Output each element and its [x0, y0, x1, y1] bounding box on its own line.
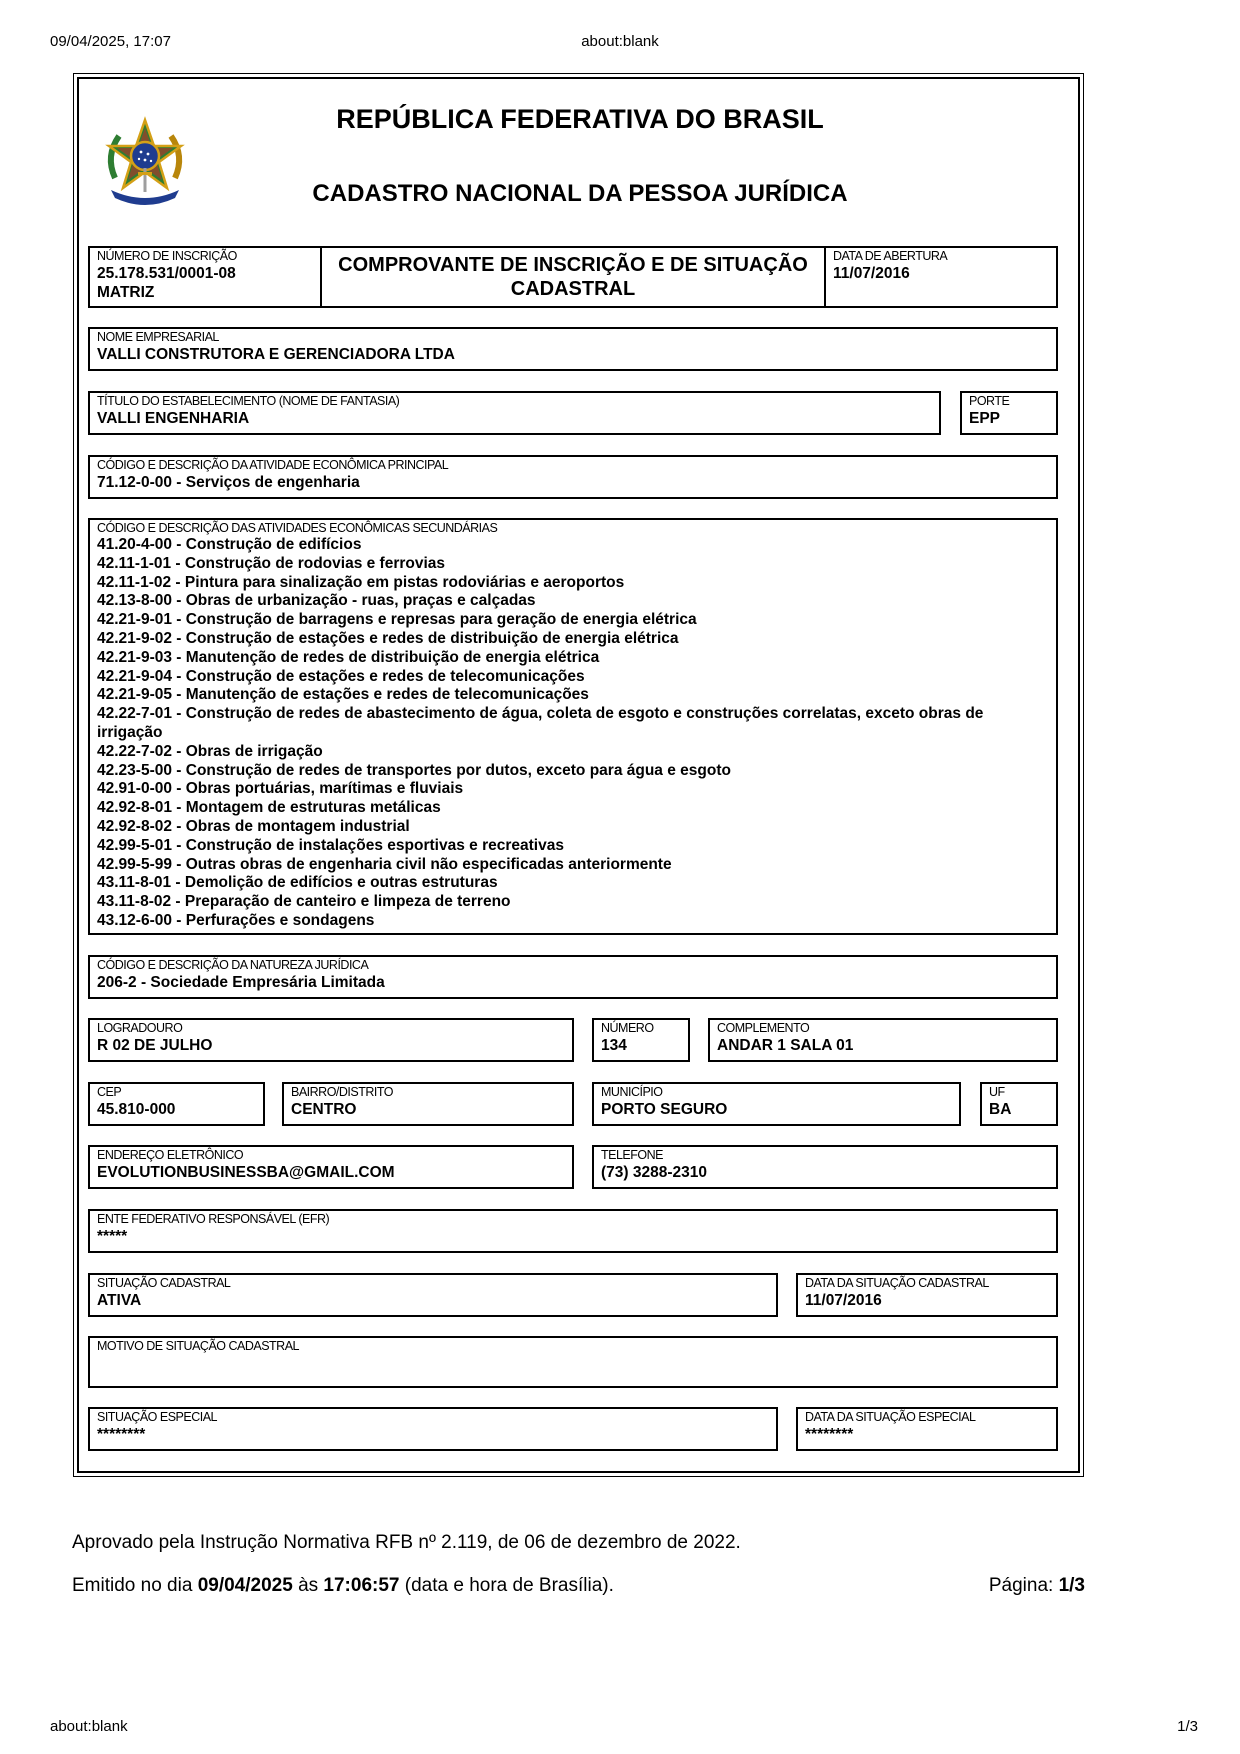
list-item: 42.99-5-01 - Construção de instalações esportivas e recreativas: [97, 836, 564, 854]
field-label: COMPLEMENTO: [717, 1021, 810, 1035]
field-label: TÍTULO DO ESTABELECIMENTO (NOME DE FANTASIA): [97, 394, 400, 408]
field-value: BA: [989, 1101, 1012, 1118]
list-item: 43.12-6-00 - Perfurações e sondagens: [97, 911, 375, 929]
field-value: EVOLUTIONBUSINESSBA@GMAIL.COM: [97, 1164, 395, 1181]
field-label: MOTIVO DE SITUAÇÃO CADASTRAL: [97, 1339, 300, 1353]
emission-note: [72, 1575, 614, 1597]
field-porte: [960, 391, 1058, 435]
emission-prefix: Emitido no dia: [72, 1575, 193, 1596]
emission-time: 17:06:57: [323, 1575, 400, 1596]
field-value: EPP: [969, 410, 1001, 427]
list-item: 42.99-5-99 - Outras obras de engenharia civil não especificadas anteriormente: [97, 855, 672, 873]
field-value: *****: [97, 1228, 128, 1245]
field-label: ENTE FEDERATIVO RESPONSÁVEL (EFR): [97, 1212, 330, 1226]
list-item: 42.11-1-02 - Pintura para sinalização em pistas rodoviárias e aeroportos: [97, 573, 625, 591]
list-item: 42.21-9-03 - Manutenção de redes de distribuição de energia elétrica: [97, 648, 600, 666]
field-label: NÚMERO: [601, 1021, 654, 1035]
field-label: SITUAÇÃO ESPECIAL: [97, 1410, 218, 1424]
document-subtitle: CADASTRO NACIONAL DA PESSOA JURÍDICA: [312, 180, 848, 207]
field-municipio: [592, 1082, 961, 1126]
field-value: PORTO SEGURO: [601, 1101, 728, 1118]
field-label: CEP: [97, 1085, 122, 1099]
brazil-coat-of-arms-icon: [101, 116, 189, 206]
field-value: ********: [805, 1426, 854, 1443]
field-label: DATA DA SITUAÇÃO CADASTRAL: [805, 1276, 989, 1290]
list-item: 42.22-7-02 - Obras de irrigação: [97, 742, 323, 760]
field-value: CENTRO: [291, 1101, 357, 1118]
field-value: VALLI CONSTRUTORA E GERENCIADORA LTDA: [97, 346, 455, 363]
field-value: 25.178.531/0001-08: [97, 265, 236, 282]
field-complemento: [708, 1018, 1058, 1062]
field-value: ATIVA: [97, 1292, 142, 1309]
field-value: 206-2 - Sociedade Empresária Limitada: [97, 974, 385, 991]
field-cep: [88, 1082, 265, 1126]
field-label: CÓDIGO E DESCRIÇÃO DAS ATIVIDADES ECONÔMICAS SECUNDÁRIAS: [97, 521, 498, 535]
field-titulo-estabelecimento: [88, 391, 941, 435]
list-item: 42.13-8-00 - Obras de urbanização - ruas, praças e calçadas: [97, 592, 536, 610]
field-value: ANDAR 1 SALA 01: [717, 1037, 854, 1054]
field-label: TELEFONE: [601, 1148, 663, 1162]
field-data-situacao-especial: [796, 1407, 1058, 1451]
list-item: 42.21-9-05 - Manutenção de estações e redes de telecomunicações: [97, 686, 589, 704]
field-label: CÓDIGO E DESCRIÇÃO DA ATIVIDADE ECONÔMICA PRINCIPAL: [97, 458, 449, 472]
field-label: LOGRADOURO: [97, 1021, 183, 1035]
field-value: 134: [601, 1037, 627, 1054]
field-numero: [592, 1018, 690, 1062]
field-label: UF: [989, 1085, 1005, 1099]
field-label: CÓDIGO E DESCRIÇÃO DA NATUREZA JURÍDICA: [97, 958, 369, 972]
field-label: SITUAÇÃO CADASTRAL: [97, 1276, 231, 1290]
list-item: 42.21-9-01 - Construção de barragens e represas para geração de energia elétrica: [97, 611, 697, 629]
document-title: REPÚBLICA FEDERATIVA DO BRASIL: [336, 104, 824, 134]
emission-mid: às: [298, 1575, 319, 1596]
comprovante-title-line1: COMPROVANTE DE INSCRIÇÃO E DE SITUAÇÃO: [338, 254, 808, 276]
field-atividades-secundarias: [88, 518, 1058, 935]
field-logradouro: [88, 1018, 574, 1062]
field-label: BAIRRO/DISTRITO: [291, 1085, 394, 1099]
field-email: [88, 1145, 574, 1189]
emission-suffix: (data e hora de Brasília).: [404, 1575, 614, 1596]
field-atividade-principal: [88, 455, 1058, 499]
list-item: 43.11-8-01 - Demolição de edifícios e outras estruturas: [97, 874, 498, 892]
secondary-activities-list: [97, 536, 1049, 931]
approval-note: Aprovado pela Instrução Normativa RFB nº 2.119, de 06 de dezembro de 2022.: [72, 1532, 741, 1553]
list-item: 42.11-1-01 - Construção de rodovias e ferrovias: [97, 554, 446, 572]
field-telefone: [592, 1145, 1058, 1189]
list-item: 43.11-8-02 - Preparação de canteiro e limpeza de terreno: [97, 893, 511, 911]
print-footer-page: 1/3: [1177, 1718, 1198, 1735]
field-value: 71.12-0-00 - Serviços de engenharia: [97, 474, 360, 491]
list-item: 42.92-8-01 - Montagem de estruturas metálicas: [97, 799, 441, 817]
field-situacao-especial: [88, 1407, 778, 1451]
emission-date: 09/04/2025: [197, 1575, 293, 1596]
page-indicator: [989, 1575, 1085, 1597]
print-header-url: about:blank: [581, 33, 659, 50]
list-item: 42.21-9-04 - Construção de estações e redes de telecomunicações: [97, 667, 585, 685]
comprovante-title-box: [320, 246, 826, 308]
field-data-situacao-cadastral: [796, 1273, 1058, 1317]
field-value: (73) 3288-2310: [601, 1164, 707, 1181]
field-value: 45.810-000: [97, 1101, 176, 1118]
field-uf: [980, 1082, 1058, 1126]
field-bairro: [282, 1082, 574, 1126]
field-value: R 02 DE JULHO: [97, 1037, 213, 1054]
field-label: DATA DA SITUAÇÃO ESPECIAL: [805, 1410, 976, 1424]
field-value: ********: [97, 1426, 146, 1443]
list-item: 42.22-7-01 - Construção de redes de abastecimento de água, coleta de esgoto e construções correlatas, exceto obras de irrigação: [97, 705, 984, 741]
field-data-abertura: [824, 246, 1058, 308]
print-footer-url: about:blank: [50, 1718, 128, 1735]
field-nome-empresarial: [88, 327, 1058, 371]
field-efr: [88, 1209, 1058, 1253]
list-item: 41.20-4-00 - Construção de edifícios: [97, 536, 362, 553]
field-value: 11/07/2016: [833, 265, 910, 282]
field-label: PORTE: [969, 394, 1010, 408]
field-label: MUNICÍPIO: [601, 1085, 663, 1099]
list-item: 42.92-8-02 - Obras de montagem industrial: [97, 817, 410, 835]
field-label: ENDEREÇO ELETRÔNICO: [97, 1148, 244, 1162]
field-motivo-situacao: [88, 1336, 1058, 1388]
field-numero-inscricao: [88, 246, 322, 308]
list-item: 42.21-9-02 - Construção de estações e redes de distribuição de energia elétrica: [97, 629, 679, 647]
page-label: Página:: [988, 1575, 1054, 1596]
field-label: DATA DE ABERTURA: [833, 249, 948, 263]
field-label: NOME EMPRESARIAL: [97, 330, 219, 344]
page-value: 1/3: [1058, 1575, 1085, 1596]
print-header-datetime: 09/04/2025, 17:07: [50, 33, 171, 50]
comprovante-title-line2: CADASTRAL: [510, 278, 636, 300]
field-value: 11/07/2016: [805, 1292, 882, 1309]
field-natureza-juridica: [88, 955, 1058, 999]
list-item: 42.91-0-00 - Obras portuárias, marítimas e fluviais: [97, 780, 464, 798]
field-label: NÚMERO DE INSCRIÇÃO: [97, 249, 237, 263]
field-value-secondary: MATRIZ: [97, 284, 155, 301]
field-situacao-cadastral: [88, 1273, 778, 1317]
list-item: 42.23-5-00 - Construção de redes de transportes por dutos, exceto para água e esgoto: [97, 761, 731, 779]
field-value: VALLI ENGENHARIA: [97, 410, 250, 427]
